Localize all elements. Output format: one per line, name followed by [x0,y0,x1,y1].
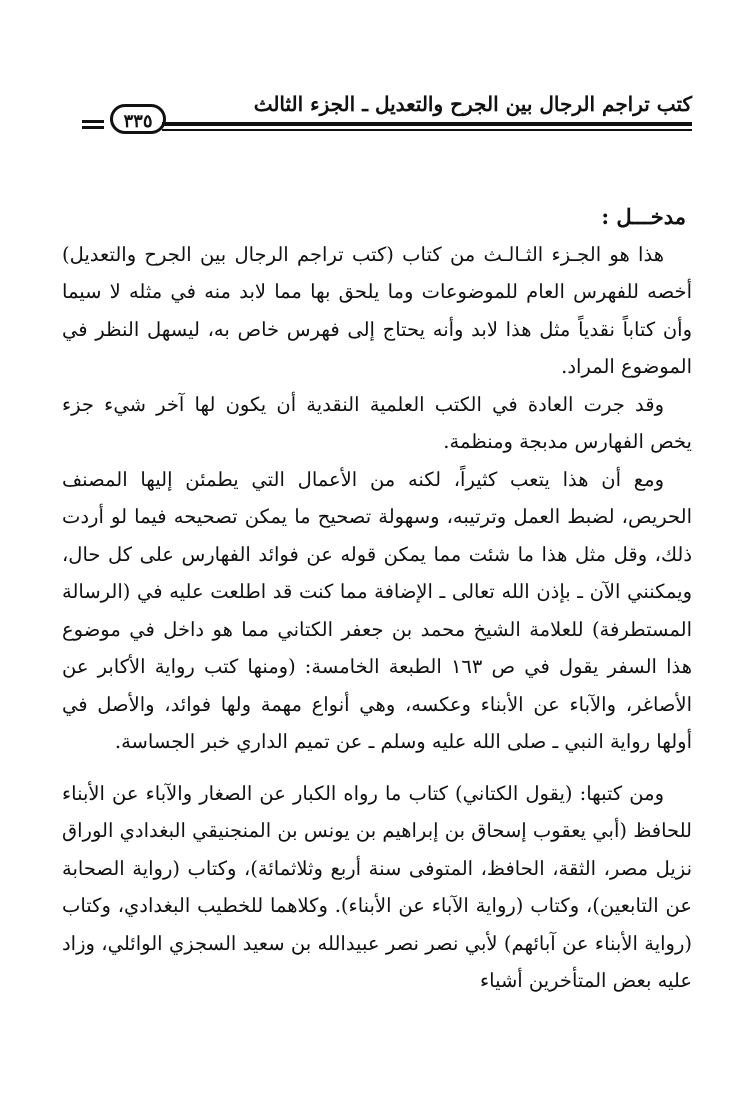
running-header [82,92,692,142]
paragraph: وقد جرت العادة في الكتب العلمية النقدية أن يكون لها آخر شيء جزء يخص الفهارس مدبجة ومنظمة. [62,392,692,453]
ornament-line [82,126,104,129]
header-rule [162,122,692,126]
page-number-ornament [82,104,172,140]
ornament-line [82,120,104,123]
paragraph: ومن كتبها: (يقول الكتاني) كتاب ما رواه الكبار عن الصغار والآباء عن الأبناء للحافظ (أبي يعقوب إسحاق بن إبراهيم بن يونس بن المنجنيقي البغدادي الوراق نزيل مصر، الثقة، الحافظ، المتوفى سنة أربع وثلاثمائة)، وكتاب (رواية الصحابة عن التابعين)، وكتاب (رواية الآباء عن الأبناء). وكلاهما للخطيب البغدادي، وكتاب (رواية الأبناء عن آبائهم) لأبي نصر نصر عبيدالله بن سعيد السجزي الوائلي، وزاد عليه بعض المتأخرين أشياء [62,781,692,992]
section-heading: مدخـــل : [601,204,686,229]
main-text [62,198,692,1000]
paragraph: هذا هو الجـزء الثـالـث من كتاب (كتب تراجم الرجال بين الجرح والتعديل) أخصه للفهرس العام للموضوعات وما يلحق بها مما لابد منه في مثله لا سيما وأن كتاباً نقدياً مثل هذا لابد وأنه يحتاج إلى فهرس خاص به، ليسهل النظر في الموضوع المراد. [62,242,692,378]
header-rule-thin [162,129,692,131]
page-number: ٣٣٥ [110,104,166,134]
paragraph: ومع أن هذا يتعب كثيراً، لكنه من الأعمال التي يطمئن إليها المصنف الحريص، لضبط العمل وترتيبه، وسهولة تصحيح ما يمكن تصحيحه فيما لو أردت ذلك، وقل مثل هذا ما شئت مما يمكن قوله عن فوائد الفهارس على كل حال، ويمكنني الآن ـ بإذن الله تعالى ـ الإضافة مما كنت قد اطلعت عليه في (الرسالة المستطرفة) للعلامة الشيخ محمد بن جعفر الكتاني مما هو داخل في موضوع هذا السفر يقول في ص ١٦٣ الطبعة الخامسة: (ومنها كتب رواية الأكابر عن الأصاغر، والآباء عن الأبناء وعكسه، وهي أنواع مهمة ولها فوائد، والأصل في أولها رواية النبي ـ صلى الله عليه وسلم ـ عن تميم الداري خبر الجساسة. [62,467,693,753]
running-title: كتب تراجم الرجال بين الجرح والتعديل ـ الجزء الثالث [253,92,692,116]
